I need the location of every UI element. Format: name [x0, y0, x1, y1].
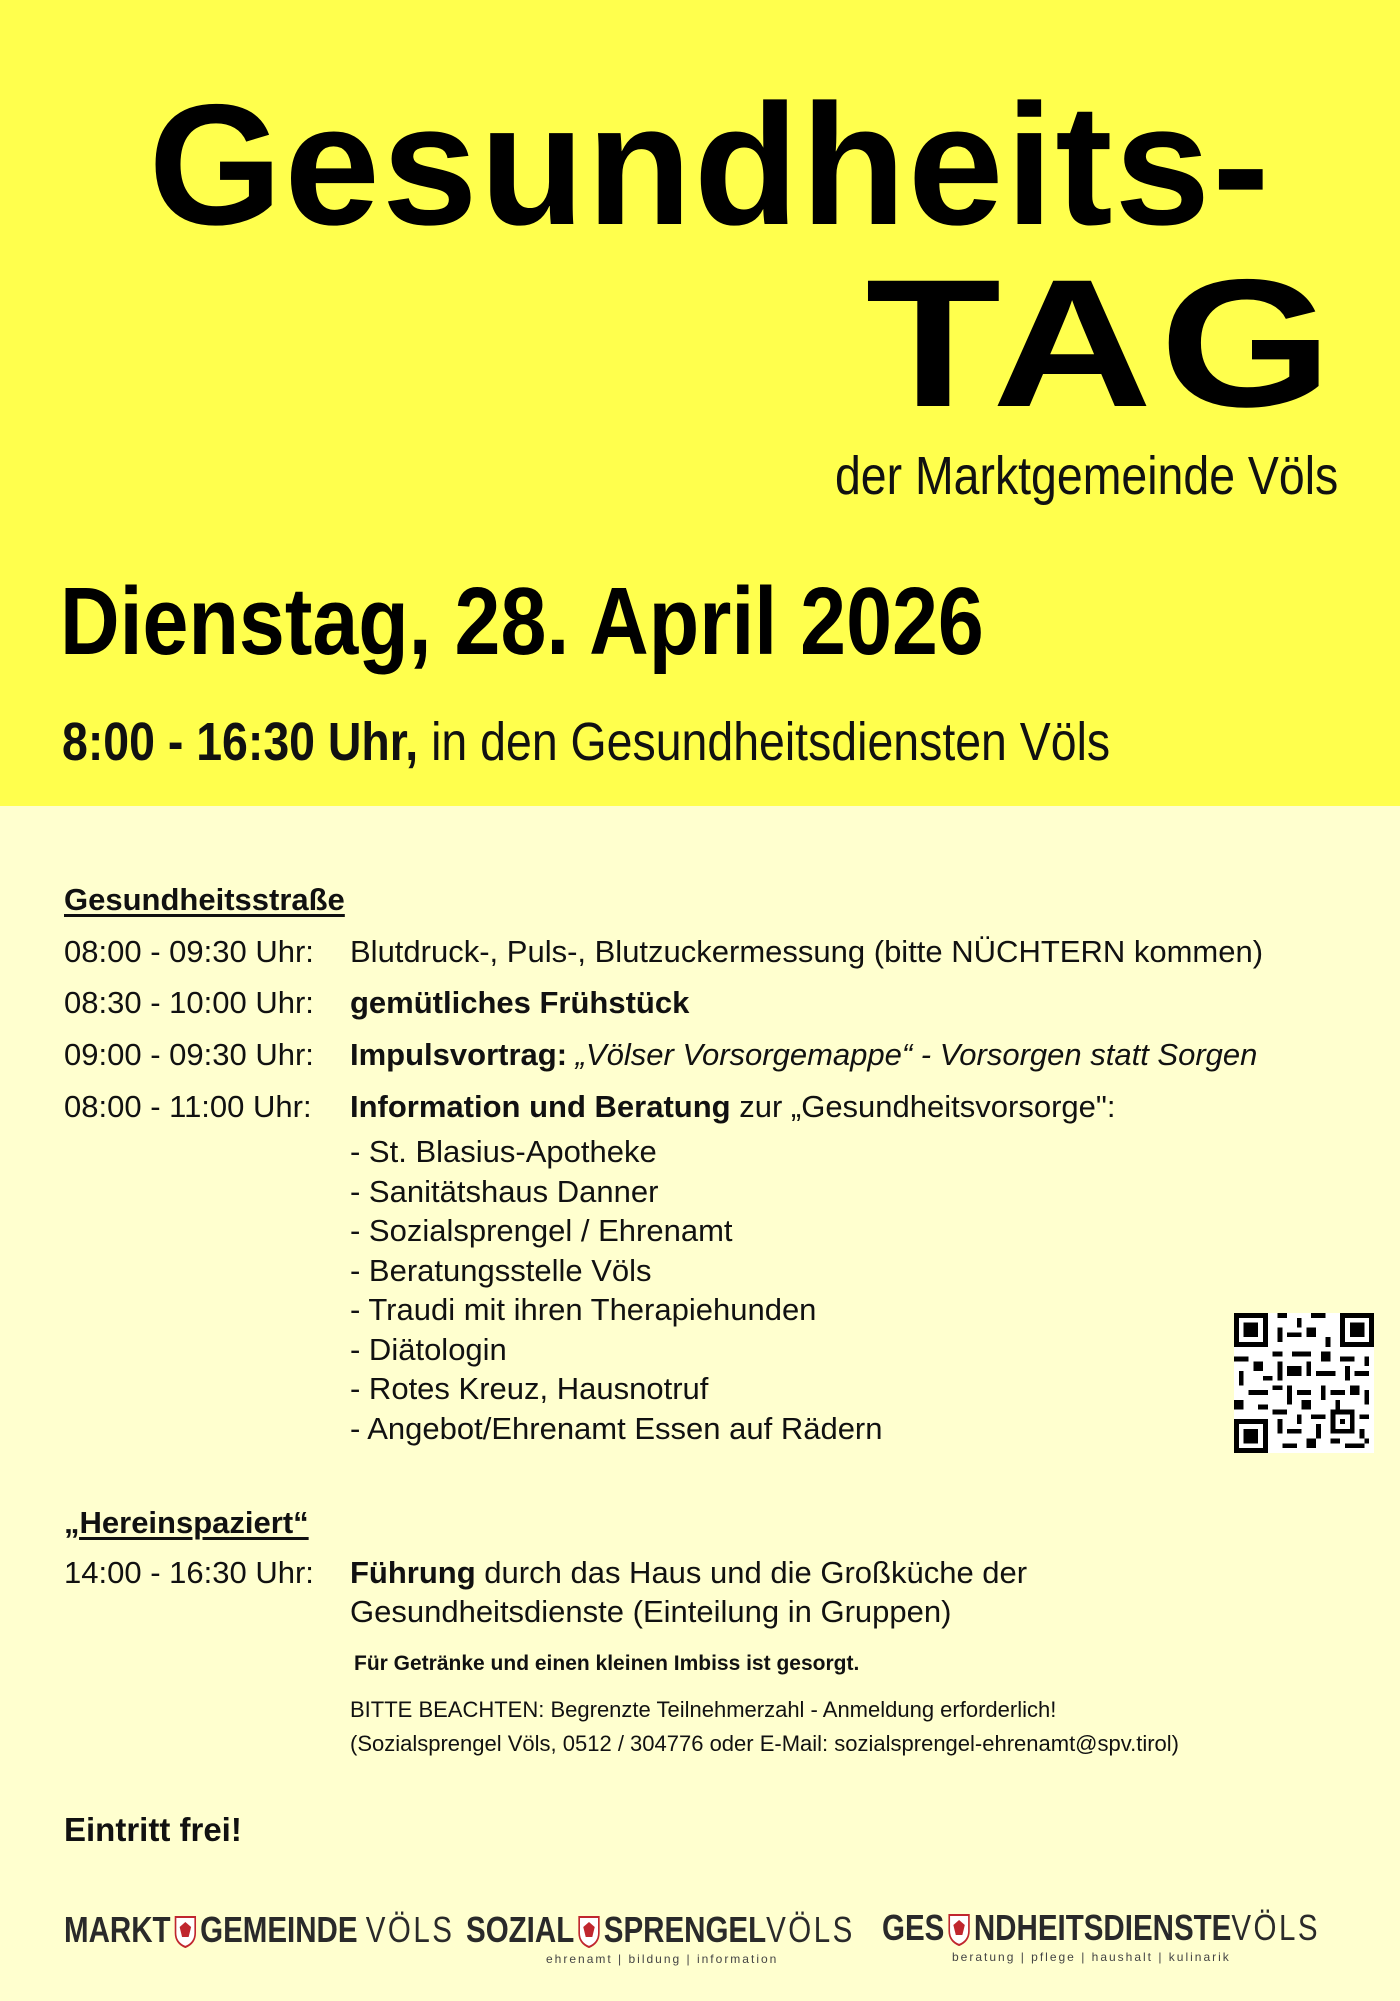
row-text: Blutdruck-, Puls-, Blutzuckermessung (bitte NÜCHTERN kommen) [350, 934, 1264, 969]
qr-code-icon[interactable] [1234, 1313, 1374, 1453]
row-time: 08:30 - 10:00 Uhr: [64, 985, 314, 1020]
crest-icon [948, 1913, 971, 1947]
row-text: durch das Haus und die Großküche der [475, 1555, 1028, 1590]
row-time: 08:00 - 09:30 Uhr: [64, 934, 314, 969]
event-date: Dienstag, 28. April 2026 [60, 568, 984, 675]
logo-tagline: ehrenamt | bildung | information [546, 1952, 779, 1966]
list-item: - Angebot/Ehrenamt Essen auf Rädern [350, 1410, 883, 1446]
row-text: zur „Gesundheitsvorsorge": [730, 1089, 1116, 1124]
row-time: 08:00 - 11:00 Uhr: [64, 1089, 312, 1124]
row-text-bold: Führung [350, 1555, 476, 1590]
logo-sozialsprengel [466, 1908, 940, 1978]
header-banner [0, 0, 1400, 806]
row-text-italic: „Völser Vorsorgemappe“ - Vorsorgen statt Sorgen [567, 1037, 1258, 1072]
event-time-location [62, 712, 1110, 772]
logo-gesundheitsdienste [882, 1906, 1400, 1976]
logo-tagline: beratung | pflege | haushalt | kulinarik [952, 1950, 1231, 1964]
sponsor-logos [0, 1900, 1400, 1970]
logo-text: NDHEITSDIENSTE [973, 1907, 1232, 1948]
registration-note: BITTE BEACHTEN: Begrenzte Teilnehmerzahl - Anmeldung erforderlich! [350, 1697, 1057, 1722]
schedule-row [64, 985, 689, 1021]
subtitle: der Marktgemeinde Völs [834, 446, 1338, 506]
section-title-gesundheitsstrasse: Gesundheitsstraße [64, 882, 345, 917]
list-item: - Beratungsstelle Völs [350, 1252, 652, 1288]
event-time: 8:00 - 16:30 Uhr, [62, 712, 419, 772]
list-item: - Traudi mit ihren Therapiehunden [350, 1292, 817, 1327]
row-text: gemütliches Frühstück [350, 985, 690, 1020]
list-item: - St. Blasius-Apotheke [350, 1134, 657, 1169]
contact-note: (Sozialsprengel Völs, 0512 / 304776 oder E-Mail: sozialsprengel-ehrenamt@spv.tirol) [350, 1731, 1180, 1756]
logo-text: MARKT [64, 1909, 171, 1950]
schedule-row [64, 1037, 1257, 1073]
section-title-hereinspaziert: „Hereinspaziert“ [64, 1505, 309, 1540]
schedule-row [64, 1089, 1116, 1125]
list-item: - Diätologin [350, 1331, 507, 1367]
schedule-row [64, 934, 1263, 970]
list-item: - Sozialsprengel / Ehrenamt [350, 1213, 733, 1248]
event-location: in den Gesundheitsdiensten Völs [418, 712, 1111, 772]
logo-text: GEMEINDE [200, 1909, 358, 1950]
logo-text: SOZIAL [466, 1909, 575, 1950]
schedule-row [64, 1555, 1027, 1591]
title-line-1: Gesundheits- [148, 69, 1272, 261]
row-text-continued: Gesundheitsdienste (Einteilung in Gruppen) [350, 1594, 952, 1629]
logo-text: VÖLS [766, 1909, 855, 1950]
row-text-bold: Impulsvortrag: [350, 1037, 568, 1072]
title-line-2: TAG [865, 241, 1340, 445]
logo-text: SPRENGEL [603, 1909, 767, 1950]
list-item: - Rotes Kreuz, Hausnotruf [350, 1371, 709, 1406]
provider-list [350, 1132, 883, 1448]
crest-icon [174, 1915, 197, 1949]
list-item: - Sanitätshaus Danner [350, 1173, 659, 1209]
crest-icon [578, 1915, 601, 1949]
row-time: 14:00 - 16:30 Uhr: [64, 1555, 314, 1590]
logo-text: VÖLS [1231, 1907, 1320, 1948]
free-entry: Eintritt frei! [64, 1811, 242, 1848]
logo-text: GES [882, 1907, 945, 1948]
row-time: 09:00 - 09:30 Uhr: [64, 1037, 314, 1072]
row-text-bold: Information und Beratung [350, 1089, 731, 1124]
logo-text: VÖLS [365, 1909, 455, 1950]
catering-note: Für Getränke und einen kleinen Imbiss ist gesorgt. [354, 1652, 860, 1675]
